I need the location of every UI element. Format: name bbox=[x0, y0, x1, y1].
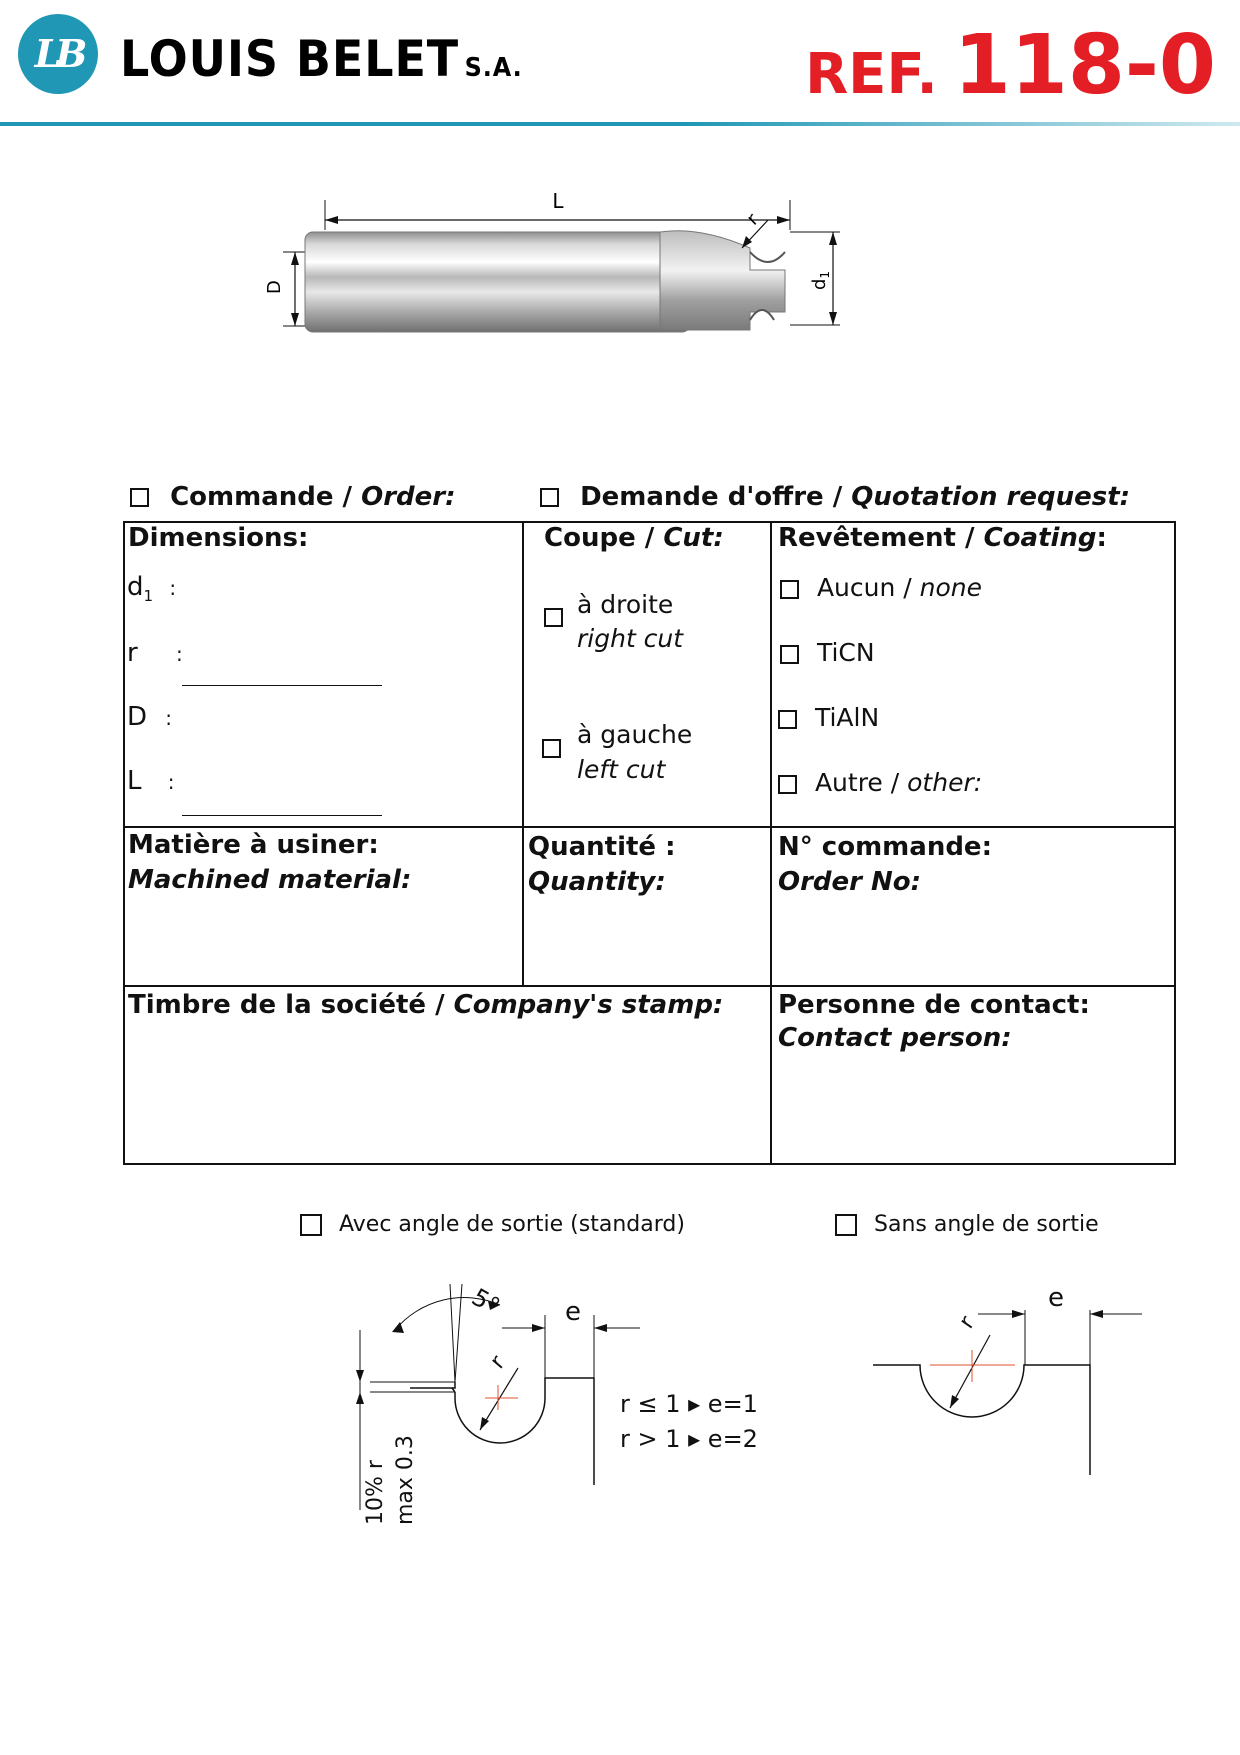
company-name bbox=[120, 30, 523, 88]
tool-drawing bbox=[264, 180, 970, 380]
order-label-fr: Commande / bbox=[170, 482, 353, 512]
coating-option-other[interactable]: Autre / other: bbox=[778, 768, 982, 797]
dim-field-name: D bbox=[127, 702, 148, 732]
coating-title: Revêtement / Coating: bbox=[778, 523, 1107, 553]
left-cut-label-en: left cut bbox=[577, 755, 666, 784]
with-angle-checkbox[interactable] bbox=[300, 1214, 322, 1236]
material-label-fr: Matière à usiner: bbox=[128, 830, 379, 860]
dim-field-r: r : bbox=[127, 638, 183, 668]
dim-field-L: L : bbox=[127, 766, 175, 796]
tool-shank bbox=[305, 232, 690, 332]
r-label: r bbox=[485, 1350, 511, 1374]
order-no-label-en: Order No: bbox=[778, 867, 922, 897]
dim-r-label: r bbox=[742, 209, 763, 230]
company-logo bbox=[18, 14, 98, 94]
angle-label: 5° bbox=[467, 1282, 505, 1321]
r-label: r bbox=[954, 1311, 981, 1334]
profile-without-angle-drawing bbox=[870, 1270, 1160, 1490]
order-checkbox[interactable] bbox=[130, 488, 149, 507]
with-angle-option[interactable]: Avec angle de sortie (standard) bbox=[300, 1212, 685, 1237]
coating-tialn-checkbox[interactable] bbox=[778, 710, 797, 729]
dimensions-title: Dimensions: bbox=[128, 523, 309, 553]
relief-label-2: max 0.3 bbox=[393, 1435, 418, 1525]
quotation-checkbox[interactable] bbox=[540, 488, 559, 507]
order-no-label-fr: N° commande: bbox=[778, 832, 992, 862]
e-label: e bbox=[565, 1297, 581, 1327]
ref-value: 118-0 bbox=[953, 18, 1216, 113]
row-divider-1 bbox=[123, 826, 1176, 828]
without-angle-checkbox[interactable] bbox=[835, 1214, 857, 1236]
rule-2: r > 1 ▸ e=2 bbox=[620, 1425, 758, 1453]
coating-option-ticn[interactable]: TiCN bbox=[780, 638, 875, 667]
relief-label-1: 10% r bbox=[363, 1460, 388, 1525]
dim-r-input-line[interactable] bbox=[182, 685, 382, 686]
col-divider-1 bbox=[522, 521, 524, 987]
logo-monogram: LB bbox=[34, 31, 82, 76]
coating-option-tialn[interactable]: TiAlN bbox=[778, 703, 879, 732]
left-cut-checkbox[interactable] bbox=[542, 739, 561, 758]
order-option[interactable] bbox=[130, 482, 456, 512]
col-divider-2 bbox=[770, 521, 772, 1163]
right-cut-label-fr: à droite bbox=[577, 590, 674, 619]
dim-d1-label: $d_1$ bbox=[809, 270, 832, 290]
coating-none-checkbox[interactable] bbox=[780, 580, 799, 599]
contact-label-en: Contact person: bbox=[778, 1023, 1012, 1053]
header-divider bbox=[0, 122, 1240, 126]
dim-field-name: r bbox=[127, 638, 138, 668]
dim-field-name: L bbox=[127, 766, 142, 796]
cut-title: Coupe / Cut: bbox=[544, 523, 724, 553]
left-cut-label-fr: à gauche bbox=[577, 720, 693, 749]
coating-other-checkbox[interactable] bbox=[778, 775, 797, 794]
without-angle-option[interactable]: Sans angle de sortie bbox=[835, 1212, 1099, 1237]
profile-with-angle-drawing bbox=[340, 1270, 770, 1530]
company-suffix: S.A. bbox=[464, 53, 523, 83]
dim-field-name: d bbox=[127, 572, 144, 602]
rule-1: r ≤ 1 ▸ e=1 bbox=[620, 1390, 758, 1418]
dim-d-label: D bbox=[264, 280, 285, 294]
dim-l-input-line[interactable] bbox=[182, 815, 382, 816]
contact-label-fr: Personne de contact: bbox=[778, 990, 1090, 1020]
quotation-label-en: Quotation request: bbox=[851, 482, 1131, 512]
dim-field-sub: 1 bbox=[143, 587, 154, 606]
reference-number bbox=[805, 18, 1216, 113]
order-label-en: Order: bbox=[361, 482, 456, 512]
e-label: e bbox=[1048, 1283, 1064, 1313]
stamp-label: Timbre de la société / Company's stamp: bbox=[128, 990, 724, 1020]
dim-field-d1: $d_1$ : bbox=[127, 572, 177, 606]
quotation-label-fr: Demande d'offre / bbox=[580, 482, 843, 512]
dim-l-label: L bbox=[552, 189, 564, 213]
right-cut-checkbox[interactable] bbox=[544, 608, 563, 627]
quotation-option[interactable] bbox=[540, 482, 1130, 512]
right-cut-label-en: right cut bbox=[577, 624, 684, 653]
coating-option-none[interactable]: Aucun / none bbox=[780, 573, 982, 602]
coating-ticn-checkbox[interactable] bbox=[780, 645, 799, 664]
company-name-text: LOUIS BELET bbox=[120, 30, 460, 88]
row-divider-2 bbox=[123, 985, 1176, 987]
quantity-label-fr: Quantité : bbox=[528, 832, 676, 862]
ref-prefix: REF. bbox=[805, 42, 938, 107]
material-label-en: Machined material: bbox=[128, 865, 412, 895]
dim-field-D: D : bbox=[127, 702, 173, 732]
quantity-label-en: Quantity: bbox=[528, 867, 666, 897]
